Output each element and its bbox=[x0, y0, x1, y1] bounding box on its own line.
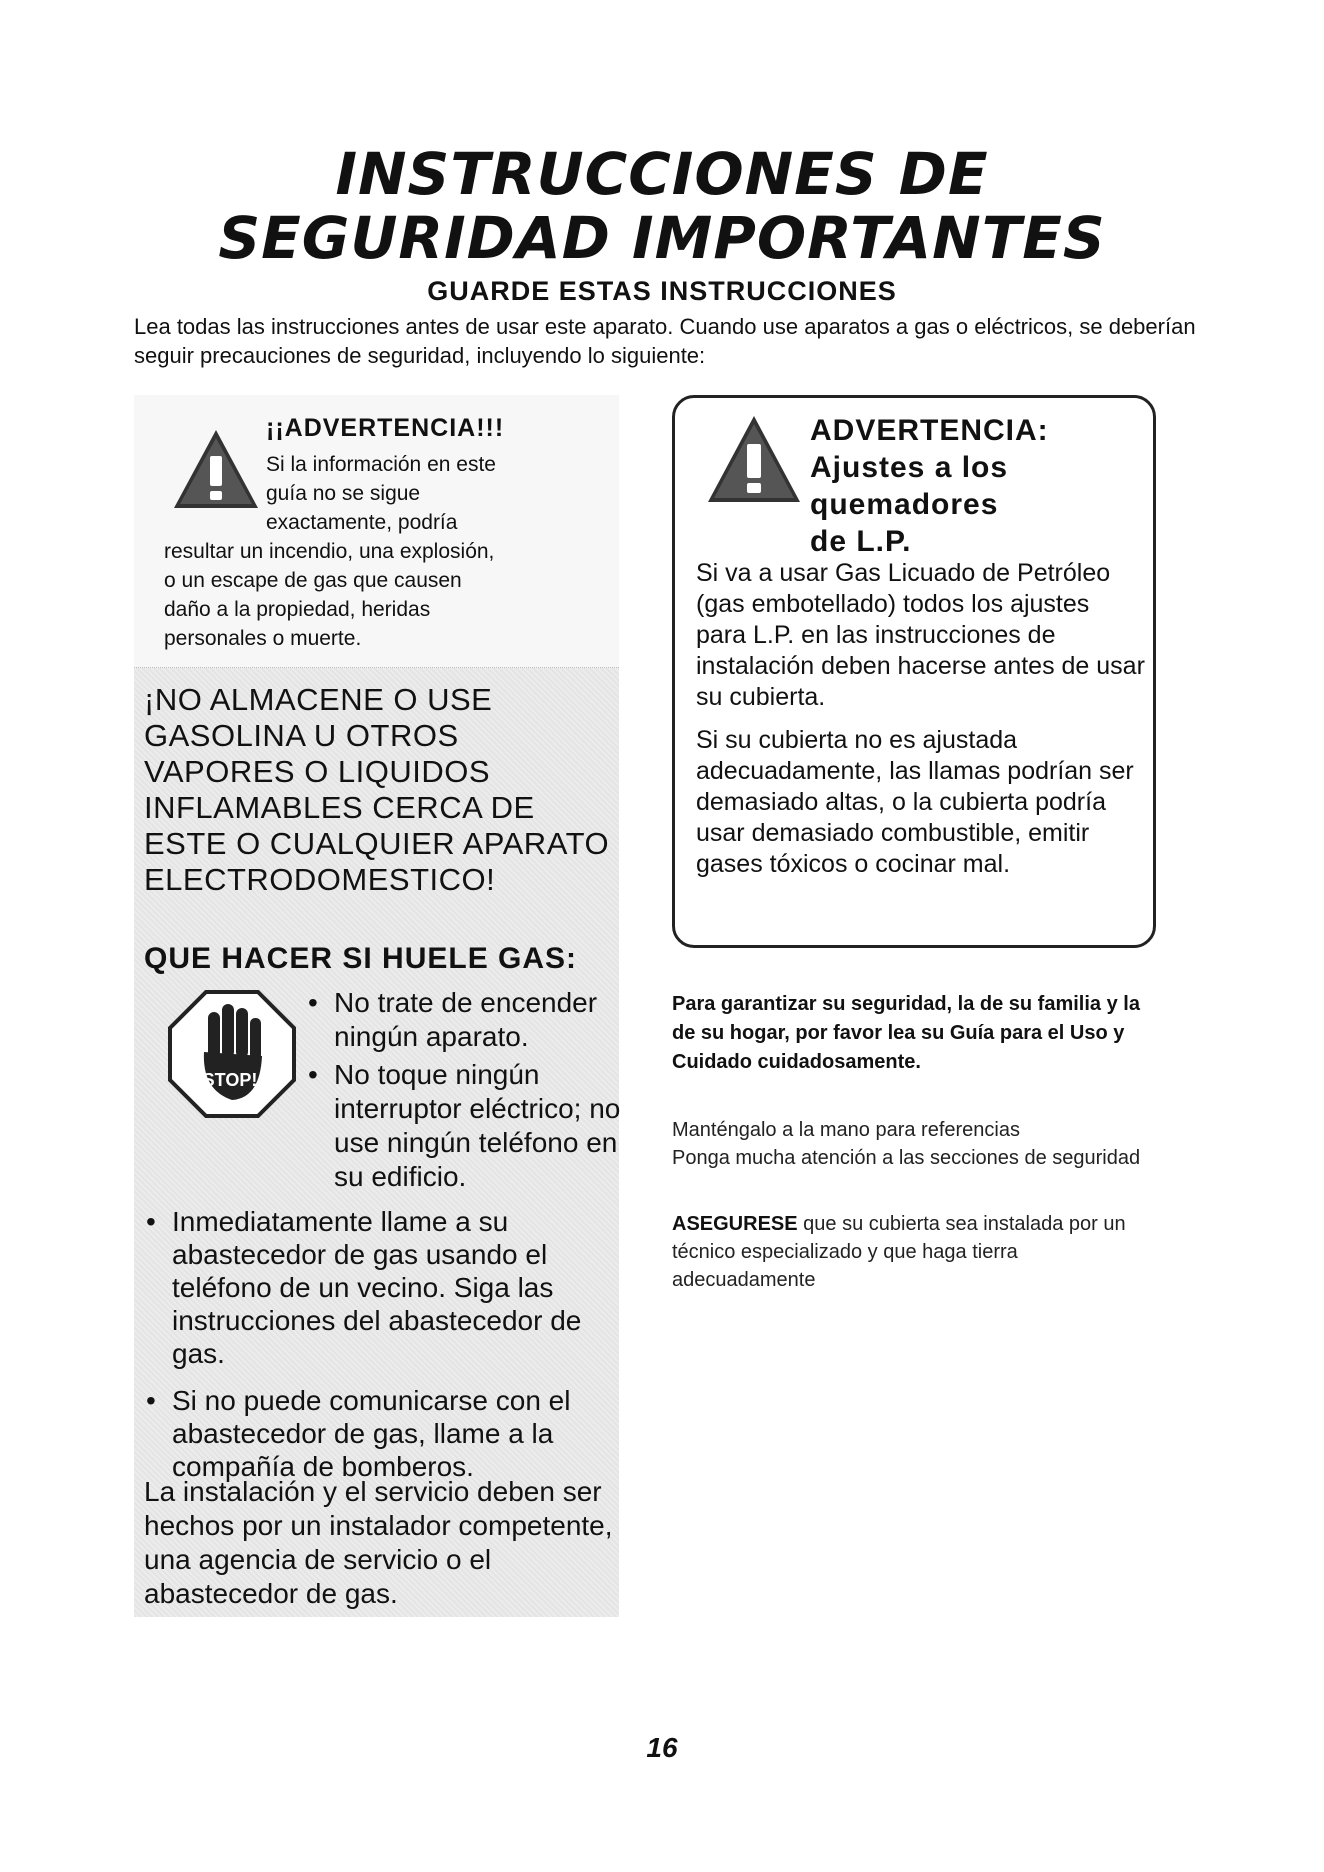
gas-smell-list bbox=[304, 986, 624, 1198]
lp-paragraph: Si su cubierta no es ajustada adecuadamente, las llamas podrían ser demasiado altas, o la cubierta podría usar demasiado combustible, emitir gases tóxicos o cocinar mal. bbox=[696, 726, 1134, 878]
gas-smell-title: QUE HACER SI HUELE GAS: bbox=[144, 942, 578, 975]
warning-triangle-icon bbox=[706, 414, 802, 504]
lp-title-line: Ajustes a los bbox=[810, 451, 1009, 484]
page-title bbox=[0, 142, 1324, 270]
gas-smell-list-continued bbox=[144, 1205, 619, 1497]
list-item: • Si no puede comunicarse con el abastecedor de gas, llame a la compañía de bomberos. bbox=[144, 1384, 619, 1483]
warning-line: exactamente, podría bbox=[266, 511, 458, 534]
keep-line: Ponga mucha atención a las secciones de seguridad bbox=[672, 1147, 1141, 1169]
lp-title-line: de L.P. bbox=[810, 525, 912, 558]
lp-warning-title bbox=[810, 412, 1150, 560]
page-number: 16 bbox=[646, 1732, 678, 1763]
title-line-1: INSTRUCCIONES DE bbox=[335, 140, 989, 208]
warning-title: ¡¡ADVERTENCIA!!! bbox=[266, 414, 505, 442]
installation-note: La instalación y el servicio deben ser hechos por un instalador competente, una agencia de servicio o el abastecedor de gas. bbox=[144, 1476, 613, 1609]
intro-paragraph: Lea todas las instrucciones antes de usar este aparato. Cuando use aparatos a gas o eléctricos, se deberían seguir precauciones de seguridad, incluyendo lo siguiente: bbox=[134, 314, 1196, 368]
list-item: • Inmediatamente llame a su abastecedor de gas usando el teléfono de un vecino. Siga las instrucciones del abastecedor de gas. bbox=[144, 1205, 619, 1370]
lp-paragraph: Si va a usar Gas Licuado de Petróleo (gas embotellado) todos los ajustes para L.P. en las instrucciones de instalación deben hacerse antes de usar su cubierta. bbox=[696, 559, 1145, 711]
warning-text bbox=[134, 450, 614, 653]
asegurese-text: que su cubierta sea instalada por un técnico especializado y que haga tierra adecuadamente bbox=[672, 1213, 1126, 1291]
lp-title-line: quemadores bbox=[810, 488, 999, 521]
warning-line: personales o muerte. bbox=[164, 627, 362, 650]
list-item: • No trate de encender ningún aparato. bbox=[304, 986, 624, 1054]
asegurese-bold: ASEGURESE bbox=[672, 1213, 798, 1235]
warning-line: guía no se sigue bbox=[266, 482, 421, 505]
lp-title-line: ADVERTENCIA: bbox=[810, 414, 1049, 447]
installation-advice bbox=[672, 1210, 1152, 1294]
list-item: • No toque ningún interruptor eléctrico; no use ningún teléfono en su edificio. bbox=[304, 1058, 624, 1194]
warning-line: Si la información en este bbox=[266, 453, 496, 476]
keep-note bbox=[672, 1116, 1152, 1172]
keep-line: Manténgalo a la mano para referencias bbox=[672, 1119, 1020, 1141]
subtitle: GUARDE ESTAS INSTRUCCIONES bbox=[427, 276, 897, 306]
stop-hand-icon bbox=[168, 990, 296, 1118]
warning-line: resultar un incendio, una explosión, bbox=[164, 540, 495, 563]
no-store-warning: ¡NO ALMACENE O USE GASOLINA U OTROS VAPORES O LIQUIDOS INFLAMABLES CERCA DE ESTE O CUALQUIER APARATO ELECTRODOMESTICO! bbox=[144, 682, 610, 897]
warning-line: o un escape de gas que causen bbox=[164, 569, 462, 592]
warning-line: daño a la propiedad, heridas bbox=[164, 598, 431, 621]
lp-warning-text bbox=[696, 558, 1146, 892]
safety-note: Para garantizar su seguridad, la de su familia y la de su hogar, por favor lea su Guía para el Uso y Cuidado cuidadosamente. bbox=[672, 993, 1140, 1073]
stop-label: STOP! bbox=[202, 1070, 258, 1090]
title-line-2: SEGURIDAD IMPORTANTES bbox=[218, 204, 1106, 272]
